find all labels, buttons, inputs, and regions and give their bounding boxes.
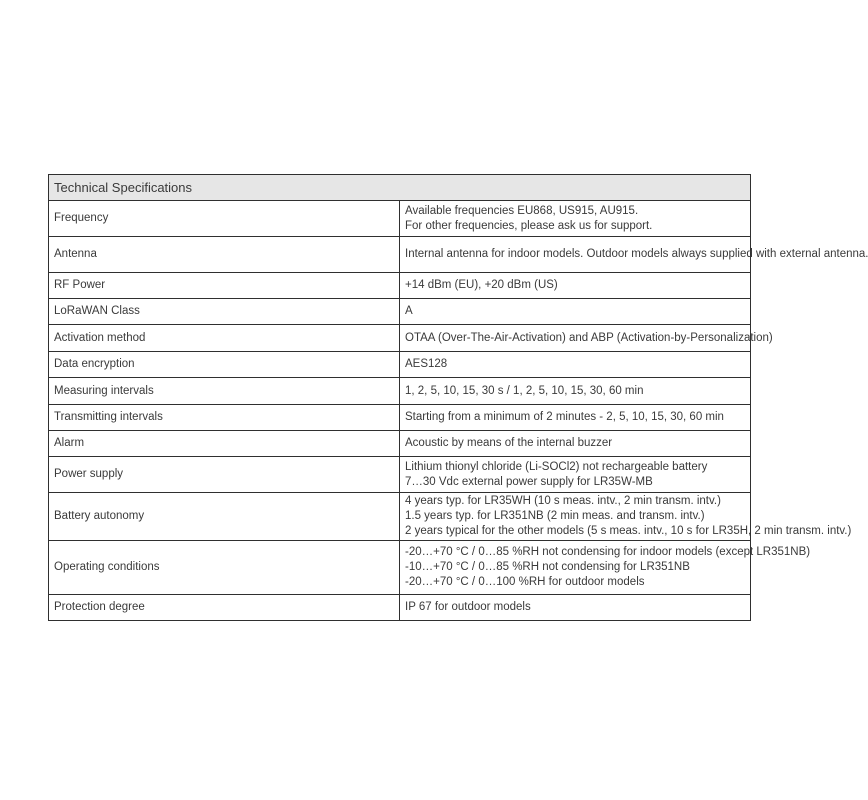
spec-value-line: 4 years typ. for LR35WH (10 s meas. intv., 2 min transm. intv.): [405, 495, 721, 507]
table-row: [49, 237, 751, 273]
spec-value-line: Internal antenna for indoor models. Outdoor models always supplied with external antenna.: [405, 248, 868, 260]
table-row: [49, 352, 751, 378]
spec-value-line: 7…30 Vdc external power supply for LR35W-MB: [405, 475, 653, 488]
spec-value: [400, 378, 751, 405]
spec-value: [400, 352, 751, 378]
spec-value: [400, 273, 751, 299]
spec-value: [400, 493, 852, 541]
spec-value-line: 1, 2, 5, 10, 15, 30 s / 1, 2, 5, 10, 15, 30, 60 min: [405, 384, 644, 397]
spec-value-line: Starting from a minimum of 2 minutes - 2, 5, 10, 15, 30, 60 min: [405, 411, 724, 423]
spec-label: Power supply: [49, 457, 400, 493]
spec-value-line: Acoustic by means of the internal buzzer: [405, 437, 613, 449]
spec-value-line: AES128: [405, 358, 448, 370]
spec-value: [400, 405, 751, 431]
spec-label: RF Power: [49, 273, 400, 299]
spec-value: [400, 541, 811, 595]
spec-value-line: -20…+70 °C / 0…100 %RH for outdoor models: [405, 576, 645, 588]
table-row: [49, 541, 751, 595]
table-row: [49, 378, 751, 405]
spec-label: Transmitting intervals: [49, 405, 400, 431]
spec-value-line: 1.5 years typ. for LR351NB (2 min meas. and transm. intv.): [405, 510, 705, 522]
spec-label: Antenna: [49, 237, 400, 273]
table-title: Technical Specifications: [49, 175, 751, 201]
spec-value: [400, 299, 751, 325]
spec-value-line: -20…+70 °C / 0…85 %RH not condensing for indoor models (except LR351NB): [405, 546, 811, 558]
spec-label: Battery autonomy: [49, 493, 400, 541]
spec-value-line: For other frequencies, please ask us for support.: [405, 219, 653, 232]
technical-specifications-table: [48, 174, 868, 621]
table-row: [49, 325, 751, 352]
table-body: [49, 201, 868, 621]
table-row: [49, 273, 751, 299]
spec-value-line: -10…+70 °C / 0…85 %RH not condensing for LR351NB: [405, 561, 690, 573]
spec-value: [400, 595, 751, 621]
table-row: [49, 299, 751, 325]
spec-label: Measuring intervals: [49, 378, 400, 405]
spec-value: [400, 457, 751, 493]
spec-label: Alarm: [49, 431, 400, 457]
spec-value: [400, 325, 773, 352]
spec-value-line: Available frequencies EU868, US915, AU915.: [405, 204, 639, 217]
spec-label: Data encryption: [49, 352, 400, 378]
spec-value-line: A: [405, 305, 413, 317]
spec-value: [400, 201, 751, 237]
table-row: [49, 457, 751, 493]
table-row: [49, 405, 751, 431]
spec-value: [400, 431, 751, 457]
spec-value-line: OTAA (Over-The-Air-Activation) and ABP (Activation-by-Personalization): [405, 331, 773, 344]
table-row: [49, 201, 751, 237]
table-row: [49, 493, 751, 541]
spec-label: Activation method: [49, 325, 400, 352]
spec-label: LoRaWAN Class: [49, 299, 400, 325]
table-header-row: [49, 175, 751, 201]
spec-value-line: IP 67 for outdoor models: [405, 601, 531, 613]
spec-label: Frequency: [49, 201, 400, 237]
spec-label: Operating conditions: [49, 541, 400, 595]
spec-label: Protection degree: [49, 595, 400, 621]
spec-value-line: +14 dBm (EU), +20 dBm (US): [405, 279, 558, 291]
spec-value-line: Lithium thionyl chloride (Li-SOCl2) not rechargeable battery: [405, 460, 708, 473]
table-row: [49, 431, 751, 457]
table-row: [49, 595, 751, 621]
spec-value: [400, 237, 868, 273]
spec-value-line: 2 years typical for the other models (5 s meas. intv., 10 s for LR35H, 2 min transm. intv.): [405, 525, 852, 537]
